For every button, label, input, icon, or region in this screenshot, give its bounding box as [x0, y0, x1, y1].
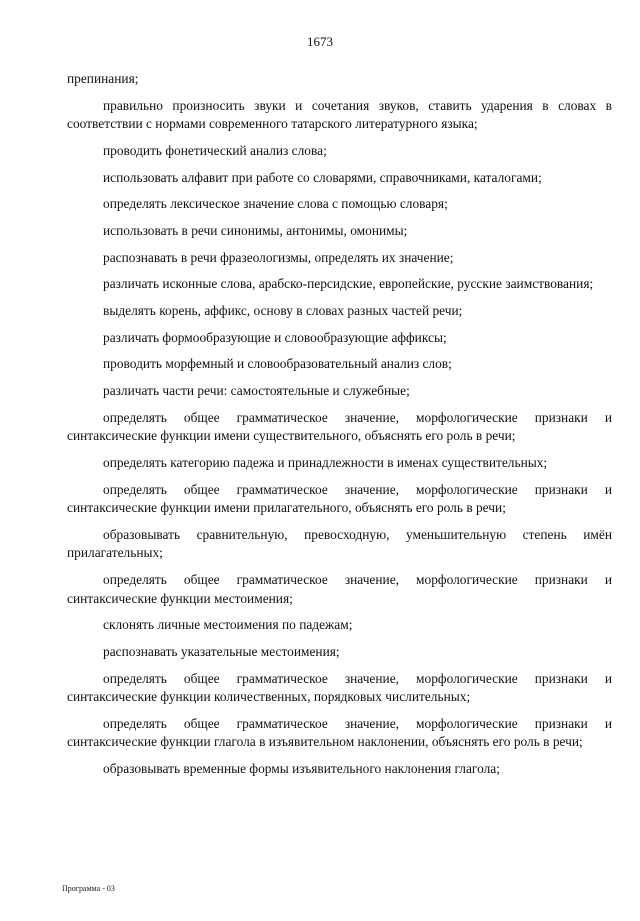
paragraph: правильно произносить звуки и сочетания звуков, ставить ударения в словах в соответствии с нормами современного татарского литературного языка; [67, 97, 612, 132]
paragraph: проводить морфемный и словообразовательный анализ слов; [103, 356, 452, 372]
page-body [67, 70, 612, 787]
paragraph: определять общее грамматическое значение, морфологические признаки и синтаксические функции глагола в изъявительном наклонении, объяснять его роль в речи; [67, 715, 612, 750]
paragraph: распознавать указательные местоимения; [103, 643, 340, 659]
paragraph: определять лексическое значение слова с помощью словаря; [103, 196, 448, 212]
paragraph: образовывать сравнительную, превосходную, уменьшительную степень имён прилагательных; [67, 526, 612, 561]
paragraph: использовать алфавит при работе со словарями, справочниками, каталогами; [103, 169, 542, 185]
paragraph: образовывать временные формы изъявительного наклонения глагола; [103, 760, 500, 776]
paragraph: определять общее грамматическое значение, морфологические признаки и синтаксические функции местоимения; [67, 572, 612, 606]
paragraph: препинания; [67, 71, 139, 86]
paragraph: склонять личные местоимения по падежам; [103, 617, 353, 633]
paragraph: использовать в речи синонимы, антонимы, омонимы; [103, 222, 408, 238]
page-number: 1673 [307, 34, 333, 49]
paragraph: проводить фонетический анализ слова; [103, 142, 327, 158]
paragraph: распознавать в речи фразеологизмы, определять их значение; [103, 249, 454, 265]
paragraph: определять общее грамматическое значение, морфологические признаки и синтаксические функции имени прилагательного, объяснять его роль в речи; [67, 481, 612, 516]
page-footer: Программа - 03 [62, 884, 115, 893]
paragraph: определять категорию падежа и принадлежности в именах существительных; [103, 454, 548, 470]
paragraph: различать исконные слова, арабско-персидские, европейские, русские заимствования; [103, 276, 594, 292]
paragraph: различать формообразующие и словообразующие аффиксы; [103, 329, 447, 345]
paragraph: определять общее грамматическое значение, морфологические признаки и синтаксические функции имени существительного, объяснять его роль в речи; [67, 409, 612, 444]
paragraph: определять общее грамматическое значение, морфологические признаки и синтаксические функции количественных, порядковых числительных; [67, 670, 612, 705]
paragraph: выделять корень, аффикс, основу в словах разных частей речи; [103, 303, 463, 318]
paragraph: различать части речи: самостоятельные и служебные; [103, 383, 410, 399]
